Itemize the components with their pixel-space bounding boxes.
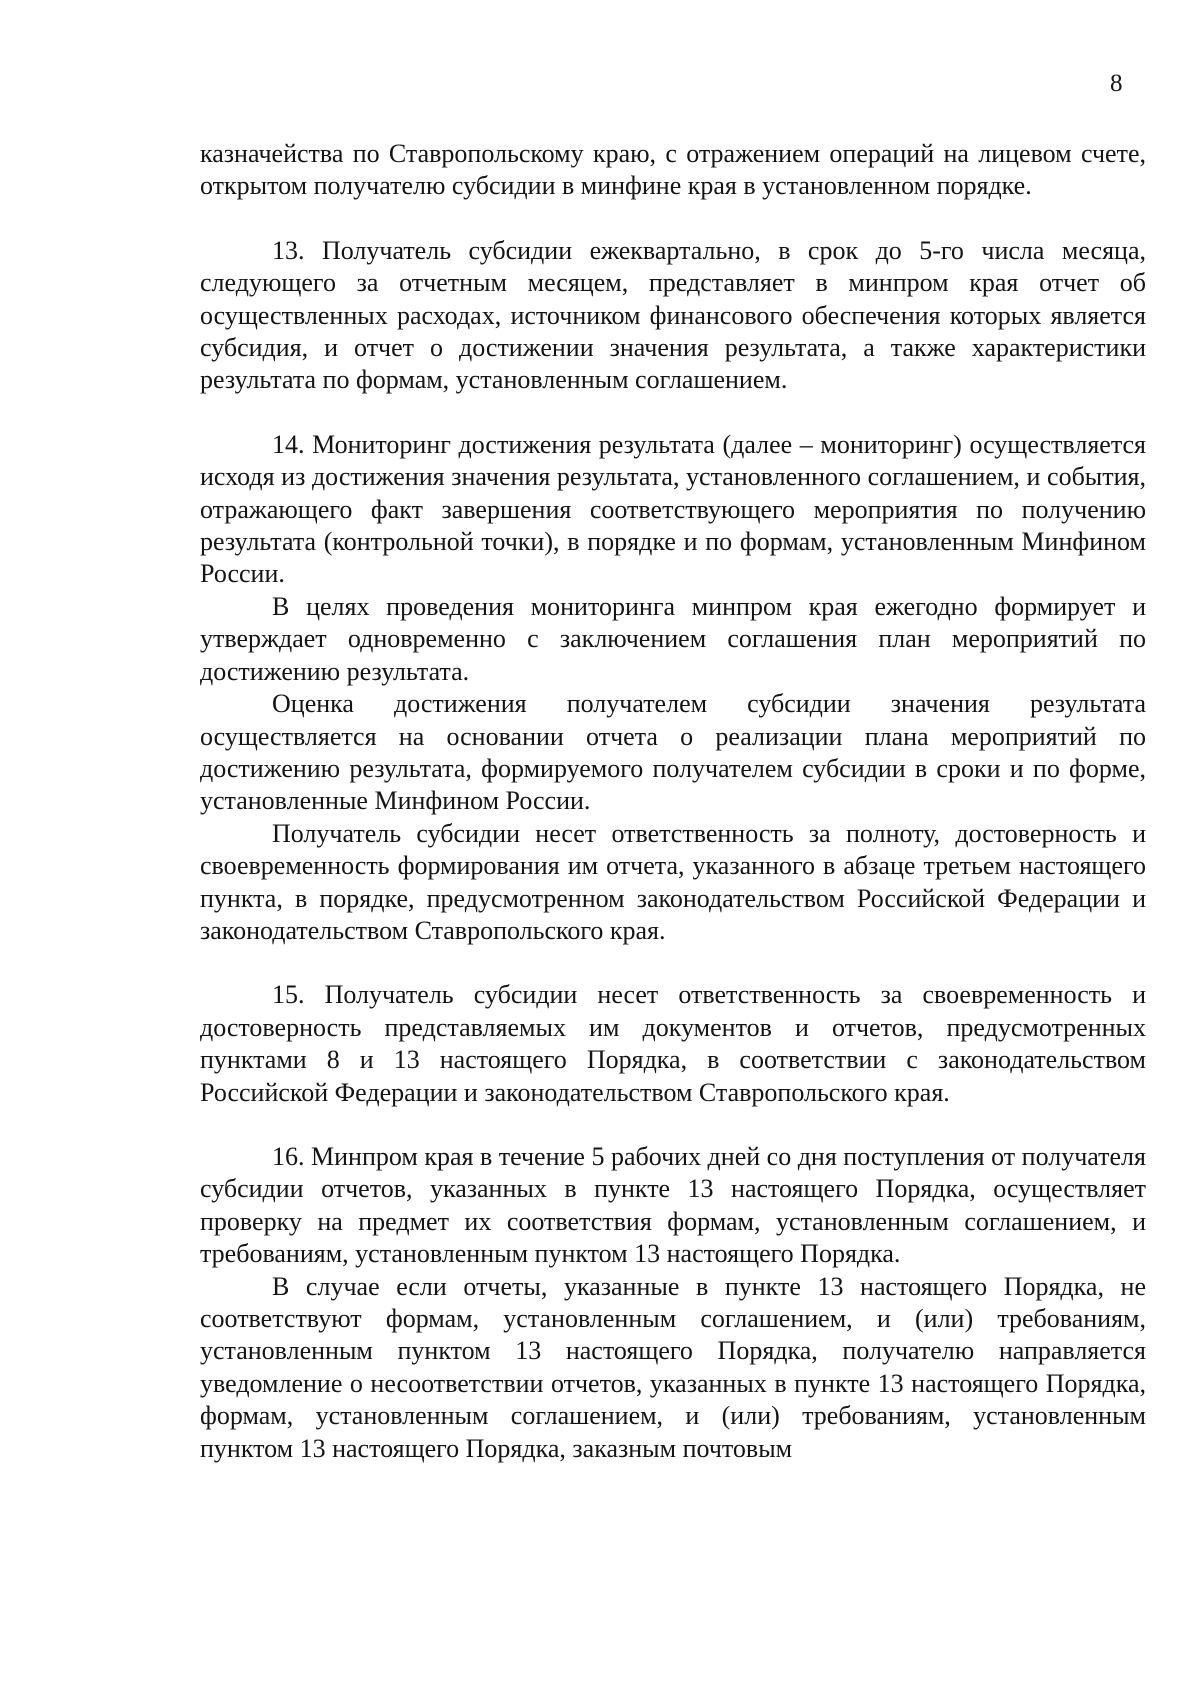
paragraph-item-14: 14. Мониторинг достижения результата (далее – мониторинг) осуществляется исходя из достижения значения результата, установленного соглашением, и события, отражающего факт завершения соответствующего мероприятия по получению результата (контрольной точки), в порядке и по формам, установленным Минфином России. — [200, 429, 1146, 589]
paragraph-item-13: 13. Получатель субсидии ежеквартально, в срок до 5-го числа месяца, следующего за отчетным месяцем, представляет в минпром края отчет об осуществленных расходах, источником финансового обеспечения которых является субсидия, и отчет о достижении значения результата, а также характеристики результата по формам, установленным соглашением. — [200, 235, 1146, 395]
paragraph-continuation: казначейства по Ставропольскому краю, с отражением операций на лицевом счете, открытом получателю субсидии в минфине края в установленном порядке. — [200, 139, 1146, 201]
paragraph-item-15: 15. Получатель субсидии несет ответственность за своевременность и достоверность представляемых им документов и отчетов, предусмотренных пунктами 8 и 13 настоящего Порядка, в соответствии с законодательством Российской Федерации и законодательством Ставропольского края. — [200, 980, 1146, 1107]
paragraph-noncompliance: В случае если отчеты, указанные в пункте 13 настоящего Порядка, не соответствуют формам, установленным соглашением, и (или) требованиям, установленным пунктом 13 настоящего Порядка, получателю направляется уведомление о несоответствии отчетов, указанных в пункте 13 настоящего Порядка, формам, установленным соглашением, и (или) требованиям, установленным пунктом 13 настоящего Порядка, заказным почтовым — [200, 1271, 1146, 1463]
page-number: 8 — [1110, 70, 1123, 97]
paragraph-responsibility: Получатель субсидии несет ответственность за полноту, достоверность и своевременность формирования им отчета, указанного в абзаце третьем настоящего пункта, в порядке, предусмотренном законодательством Российской Федерации и законодательством Ставропольского края. — [200, 818, 1146, 945]
paragraph-assessment: Оценка достижения получателем субсидии значения результата осуществляется на основании отчета о реализации плана мероприятий по достижению результата, формируемого получателем субсидии в сроки и по форме, установленные Минфином России. — [200, 689, 1146, 816]
paragraph-item-16: 16. Минпром края в течение 5 рабочих дней со дня поступления от получателя субсидии отчетов, указанных в пункте 13 настоящего Порядка, осуществляет проверку на предмет их соответствия формам, установленным соглашением, и требованиям, установленным пунктом 13 настоящего Порядка. — [200, 1141, 1146, 1269]
paragraph-monitoring-plan: В целях проведения мониторинга минпром края ежегодно формирует и утверждает одновременно с заключением соглашения план мероприятий по достижению результата. — [200, 591, 1146, 686]
paragraph-spacer — [200, 203, 1146, 235]
paragraph-spacer — [200, 947, 1146, 979]
paragraph-spacer — [200, 397, 1146, 429]
document-body — [200, 138, 1146, 1465]
paragraph-spacer — [200, 1109, 1146, 1141]
